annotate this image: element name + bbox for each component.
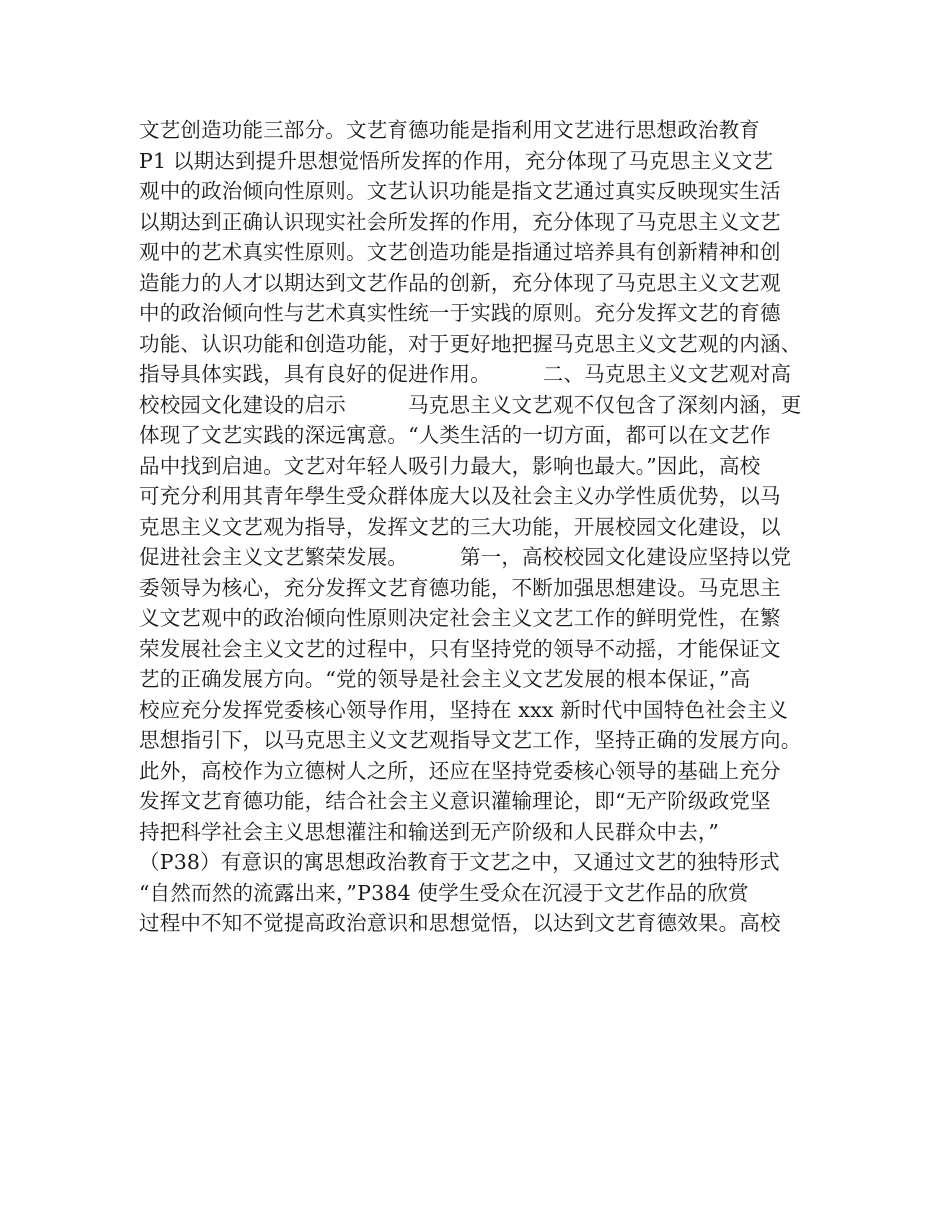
text-line: “自然而然的流露出来，”P384 使学生受众在沉浸于文艺作品的欣赏 — [139, 880, 749, 905]
text-line: 校应充分发挥党委核心领导作用，坚持在 xxx 新时代中国特色社会主义 — [139, 697, 789, 722]
text-line: P1 以期达到提升思想觉悟所发挥的作用，充分体现了马克思主义文艺 — [139, 148, 774, 173]
text-line: 体现了文艺实践的深远寓意。“人类生活的一切方面，都可以在文艺作 — [139, 423, 771, 447]
text-line: 品中找到启迪。文艺对年轻人吸引力最大，影响也最大。”因此，高校 — [139, 453, 761, 478]
text-line: 过程中不知不觉提高政治意识和思想觉悟，以达到文艺育德效果。高校 — [139, 911, 781, 935]
text-line: 观中的政治倾向性原则。文艺认识功能是指文艺通过真实反映现实生活 — [139, 179, 781, 203]
text-line: （P38）有意识的寓思想政治教育于文艺之中，又通过文艺的独特形式 — [139, 850, 780, 874]
text-line: 持把科学社会主义思想灌注和输送到无产阶级和人民群众中去，” — [139, 819, 720, 844]
text-line: 文艺创造功能三部分。文艺育德功能是指利用文艺进行思想政治教育 — [139, 118, 760, 142]
text-line: 艺的正确发展方向。“党的领导是社会主义文艺发展的根本保证，”高 — [139, 667, 751, 691]
text-line: 委领导为核心，充分发挥文艺育德功能，不断加强思想建设。马克思主 — [139, 575, 781, 600]
text-line: 以期达到正确认识现实社会所发挥的作用，充分体现了马克思主义文艺 — [139, 209, 781, 234]
text-line: 指导具体实践，具有良好的促进作用。 二、马克思主义文艺观对高 — [139, 362, 792, 386]
text-line: 促进社会主义文艺繁荣发展。 第一，高校校园文化建设应坚持以党 — [139, 545, 792, 569]
text-line: 观中的艺术真实性原则。文艺创造功能是指通过培养具有创新精神和创 — [139, 240, 781, 264]
text-line: 荣发展社会主义文艺的过程中，只有坚持党的领导不动摇，才能保证文 — [139, 636, 781, 661]
text-line: 中的政治倾向性与艺术真实性统一于实践的原则。充分发挥文艺的育德 — [139, 301, 781, 325]
body-text — [139, 115, 819, 939]
text-line: 克思主义文艺观为指导，发挥文艺的三大功能，开展校园文化建设，以 — [139, 514, 781, 539]
text-line: 校校园文化建设的启示 马克思主义文艺观不仅包含了深刻内涵，更 — [139, 392, 802, 417]
text-line: 可充分利用其青年學生受众群体庞大以及社会主义办学性质优势，以马 — [139, 484, 781, 508]
text-line: 义文艺观中的政治倾向性原则决定社会主义文艺工作的鲜明党性，在繁 — [139, 606, 781, 630]
text-line: 造能力的人才以期达到文艺作品的创新，充分体现了马克思主义文艺观 — [139, 270, 781, 295]
text-line: 发挥文艺育德功能，结合社会主义意识灌输理论，即“无产阶级政党坚 — [139, 789, 771, 813]
text-line: 功能、认识功能和创造功能，对于更好地把握马克思主义文艺观的内涵、 — [139, 331, 802, 356]
text-line: 此外，高校作为立德树人之所，还应在坚持党委核心领导的基础上充分 — [139, 758, 781, 783]
text-line: 思想指引下，以马克思主义文艺观指导文艺工作，坚持正确的发展方向。 — [139, 728, 802, 752]
